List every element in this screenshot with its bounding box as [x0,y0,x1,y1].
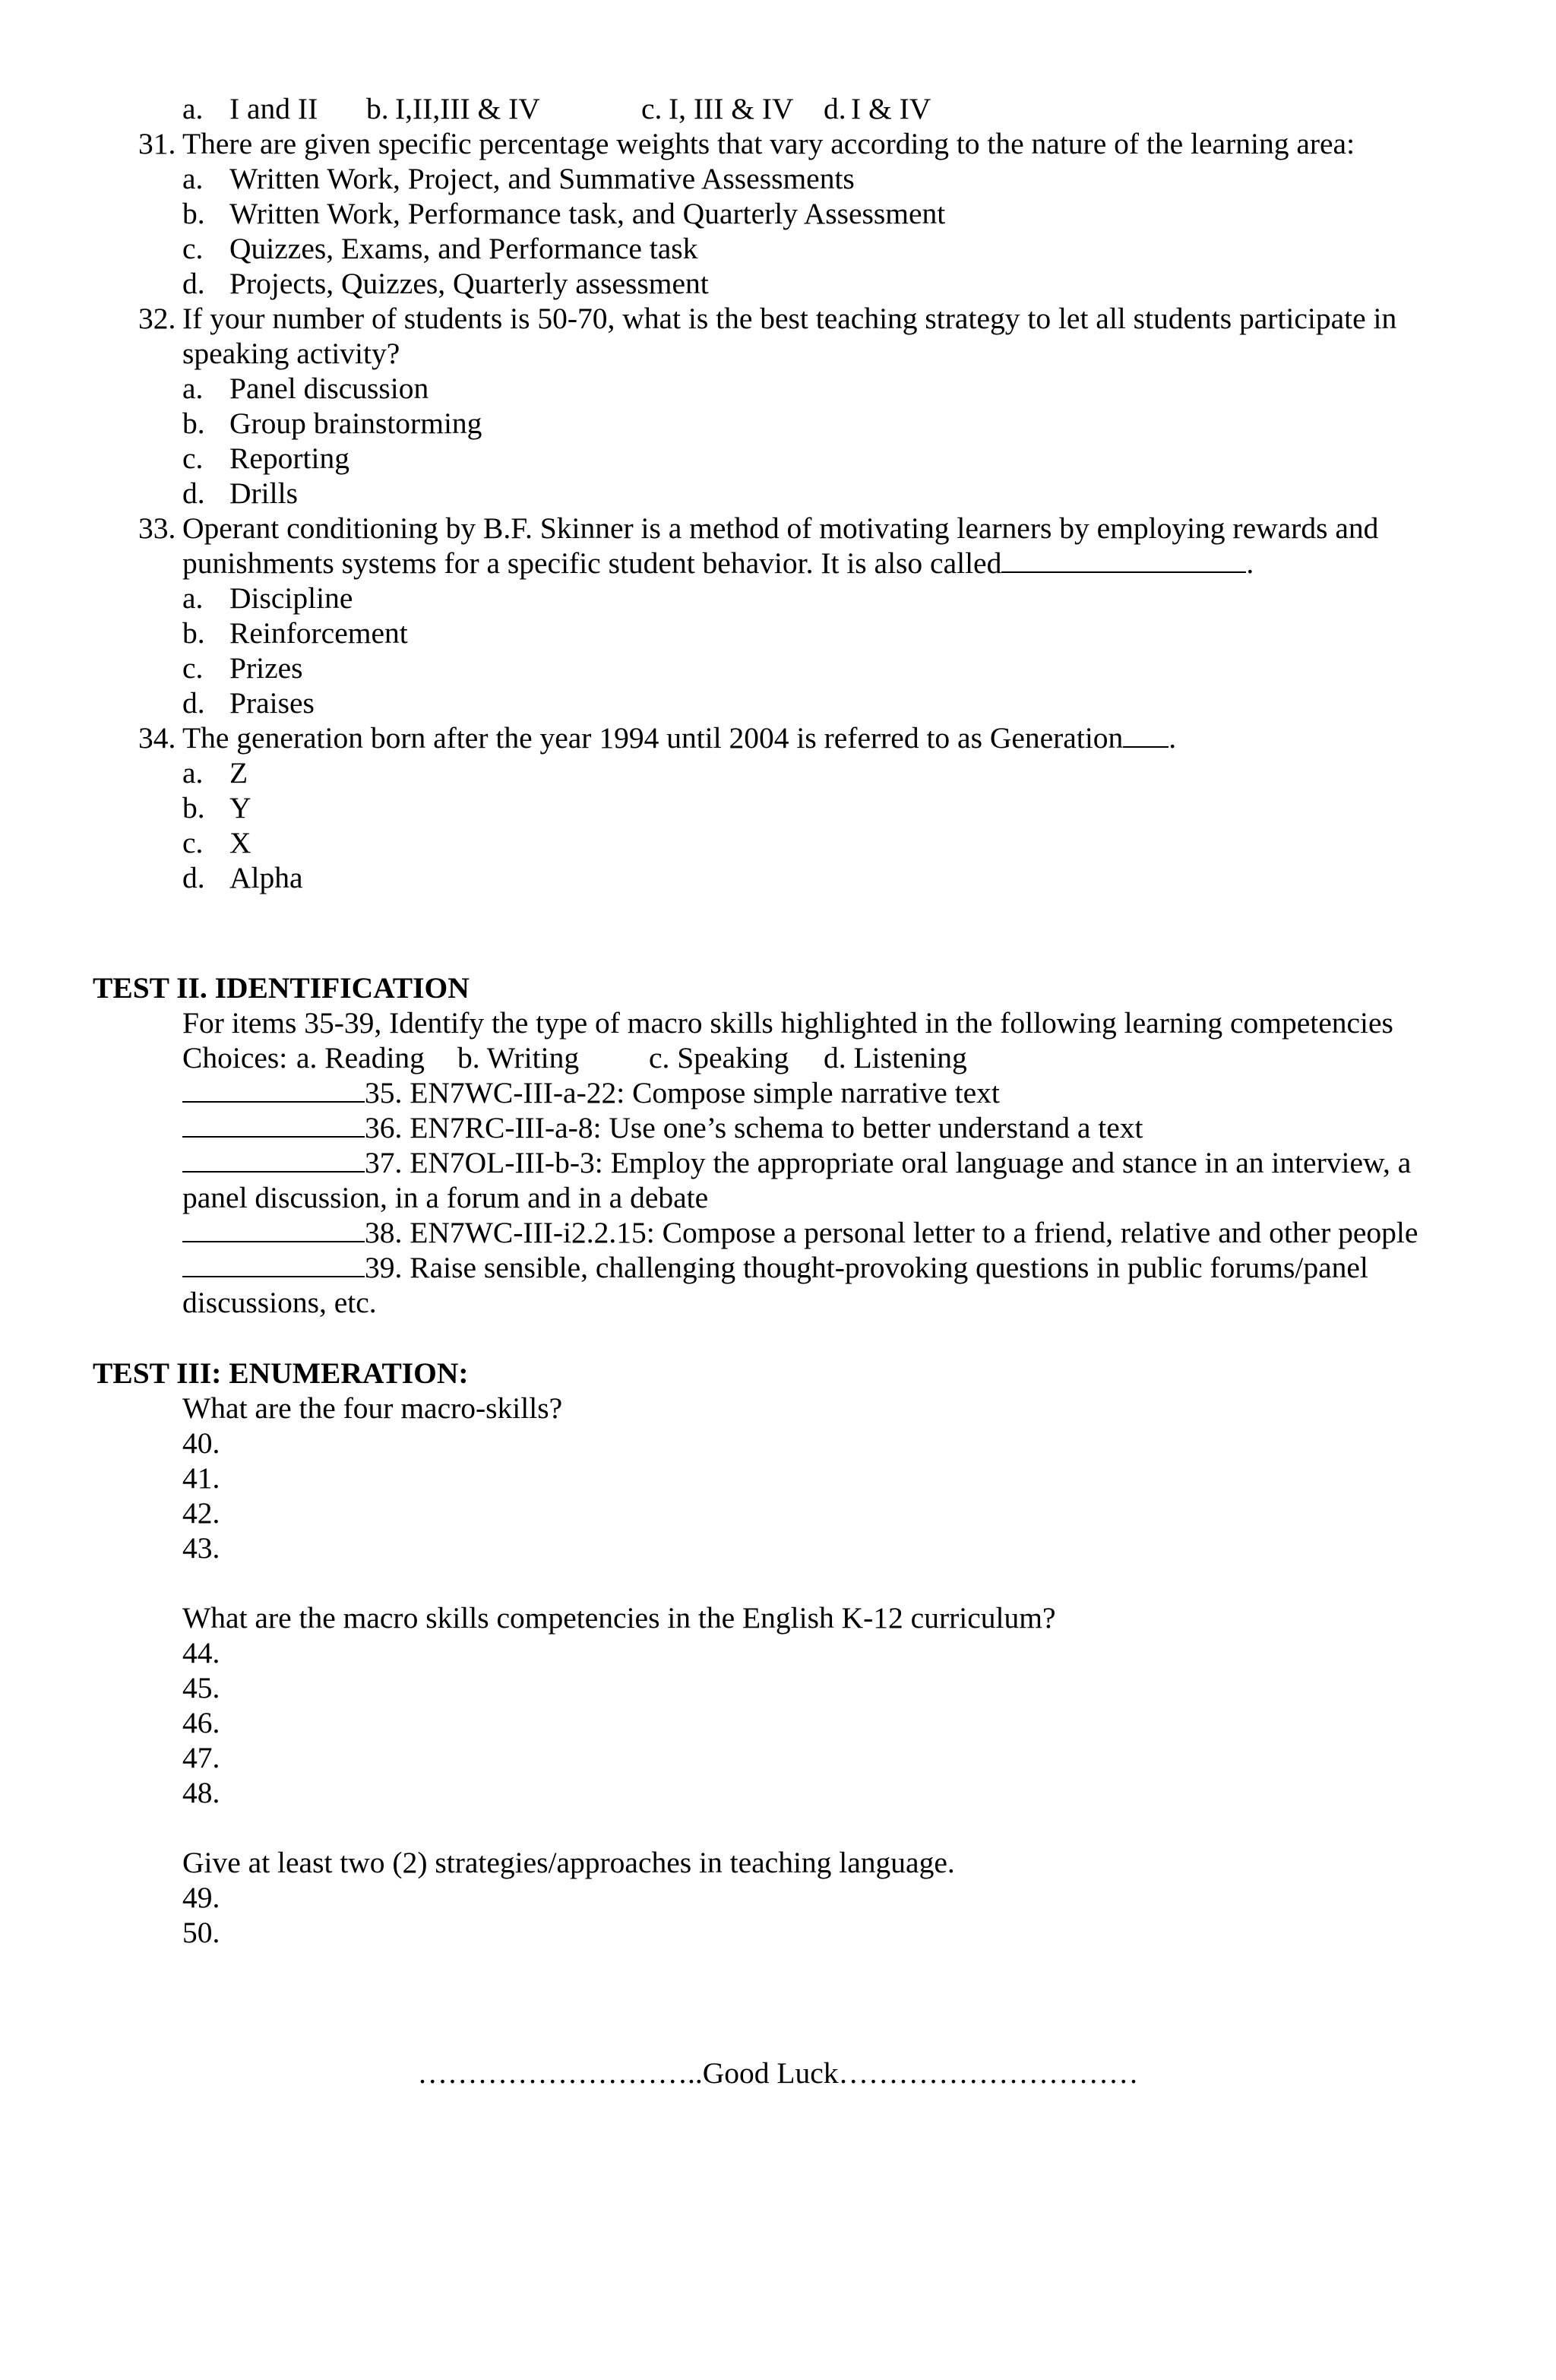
choice-text: I, III & IV [669,92,794,125]
choice-label: d. [182,476,205,510]
test2-heading: TEST II. IDENTIFICATION [93,971,470,1005]
choice-label: b. [366,92,389,125]
choice-text: Written Work, Performance task, and Quarterly Assessment [229,197,946,230]
choice-label: d. [824,92,846,125]
choice-32d [182,476,298,511]
identification-item-39-cont: discussions, etc. [182,1286,377,1319]
choice-text: Praises [229,686,315,720]
choice-text: Panel discussion [229,372,429,405]
answer-blank[interactable] [182,1252,365,1277]
choice-label: a. [182,162,204,195]
choice-label: c. [182,232,204,265]
enumeration-number: 45. [182,1671,220,1704]
question-33-cont [182,546,1254,581]
enumeration-number: 47. [182,1741,220,1774]
enumeration-number: 49. [182,1881,220,1914]
choice-text: Written Work, Project, and Summative Assessments [229,162,855,195]
choice-32b [182,406,482,441]
identification-item-38 [182,1215,1418,1250]
choice-option: b. Writing [457,1041,580,1074]
question-31 [138,126,1355,161]
choice-text: I and II [229,92,318,125]
choice-34a [182,755,248,790]
enumeration-number: 43. [182,1531,220,1565]
closing-good-luck: ………………………..Good Luck………………………… [417,2056,1139,2090]
choice-option: a. Reading [296,1041,425,1074]
item-text: 39. Raise sensible, challenging thought-provoking questions in public forums/panel [365,1251,1368,1284]
choice-label: c. [641,92,663,125]
question-text: The generation born after the year 1994 until 2004 is referred to as Generation [182,721,1124,755]
enumeration-question: What are the four macro-skills? [182,1391,563,1425]
choice-34b [182,790,251,825]
choice-label: a. [182,756,204,790]
enumeration-number: 46. [182,1706,220,1739]
answer-blank[interactable] [182,1147,365,1173]
question-number: 32. [138,302,176,335]
choice-text: Z [229,756,248,790]
choice-32a [182,371,429,406]
choice-31d [182,266,709,301]
question-33 [138,511,1379,546]
choice-text: Projects, Quizzes, Quarterly assessment [229,267,709,300]
item-text: 38. EN7WC-III-i2.2.15: Compose a personal letter to a friend, relative and other people [365,1216,1418,1249]
question-32 [138,301,1397,336]
choice-label: a. [182,581,204,615]
question-number: 31. [138,127,176,160]
choice-label: d. [182,861,205,894]
question-punctuation: . [1169,721,1177,755]
choice-label: a. [182,92,204,125]
test2-instruction: For items 35-39, Identify the type of macro skills highlighted in the following learning competencies [182,1006,1393,1040]
choice-label: b. [182,407,205,440]
question-number: 33. [138,511,176,545]
choice-label: c. [182,826,204,859]
choice-label: c. [182,651,204,685]
test3-heading: TEST III: ENUMERATION: [93,1356,469,1390]
item-text: 36. EN7RC-III-a-8: Use one’s schema to better understand a text [365,1111,1143,1144]
choice-text: Reinforcement [229,616,408,650]
enumeration-number: 44. [182,1636,220,1669]
identification-item-36 [182,1110,1143,1145]
choice-34d [182,860,303,895]
question-34 [138,720,1177,755]
question-text: Operant conditioning by B.F. Skinner is a method of motivating learners by employing rewards and [182,511,1379,545]
enumeration-question: What are the macro skills competencies in the English K-12 curriculum? [182,1601,1056,1635]
answer-blank[interactable] [182,1077,365,1103]
choice-label: b. [182,197,205,230]
choice-33d [182,685,315,720]
choice-option: c. Speaking [649,1041,789,1074]
choice-text: Y [229,791,251,824]
question-number: 34. [138,721,176,755]
choice-33a [182,581,353,616]
choice-text: Discipline [229,581,353,615]
choice-text: Alpha [229,861,303,894]
answer-blank[interactable] [1001,547,1246,573]
choice-31b [182,196,946,231]
item-text: 37. EN7OL-III-b-3: Employ the appropriate oral language and stance in an interview, a [365,1146,1412,1179]
choice-text: X [229,826,251,859]
identification-item-35 [182,1075,1000,1110]
test2-choices [182,1040,967,1075]
question-text: If your number of students is 50-70, what is the best teaching strategy to let all students participate in [182,302,1397,335]
enumeration-number: 41. [182,1461,220,1495]
choice-text: Quizzes, Exams, and Performance task [229,232,698,265]
question-32-cont: speaking activity? [182,337,400,370]
choice-31c [182,231,698,266]
identification-item-37-cont: panel discussion, in a forum and in a debate [182,1181,709,1214]
enumeration-number: 50. [182,1916,220,1949]
choice-32c [182,441,349,476]
choice-text: Group brainstorming [229,407,482,440]
choice-text: I & IV [851,92,931,125]
answer-blank[interactable] [182,1112,365,1138]
enumeration-number: 40. [182,1426,220,1460]
choice-33c [182,650,303,685]
identification-item-37 [182,1145,1411,1180]
choice-text: Reporting [229,442,349,475]
choice-label: c. [182,442,204,475]
q30-choices-line [182,91,931,126]
choice-label: a. [182,372,204,405]
choice-label: b. [182,616,205,650]
choice-label: d. [182,267,205,300]
question-punctuation: . [1246,546,1254,580]
enumeration-number: 48. [182,1776,220,1809]
choice-label: b. [182,791,205,824]
choice-31a [182,161,855,196]
question-text: punishments systems for a specific student behavior. It is also called [182,546,1002,580]
choice-label: d. [182,686,205,720]
answer-blank[interactable] [1123,722,1169,748]
choice-option: d. Listening [824,1041,967,1074]
answer-blank[interactable] [182,1217,365,1242]
choice-text: Prizes [229,651,303,685]
enumeration-number: 42. [182,1496,220,1530]
choice-34c [182,825,251,860]
item-text: 35. EN7WC-III-a-22: Compose simple narrative text [365,1076,1000,1109]
enumeration-question: Give at least two (2) strategies/approaches in teaching language. [182,1846,955,1879]
choice-text: Drills [229,476,298,510]
identification-item-39 [182,1250,1368,1285]
choices-label: Choices: [182,1041,288,1074]
question-text: There are given specific percentage weights that vary according to the nature of the learning area: [182,127,1355,160]
choice-text: I,II,III & IV [395,92,540,125]
choice-33b [182,616,408,650]
